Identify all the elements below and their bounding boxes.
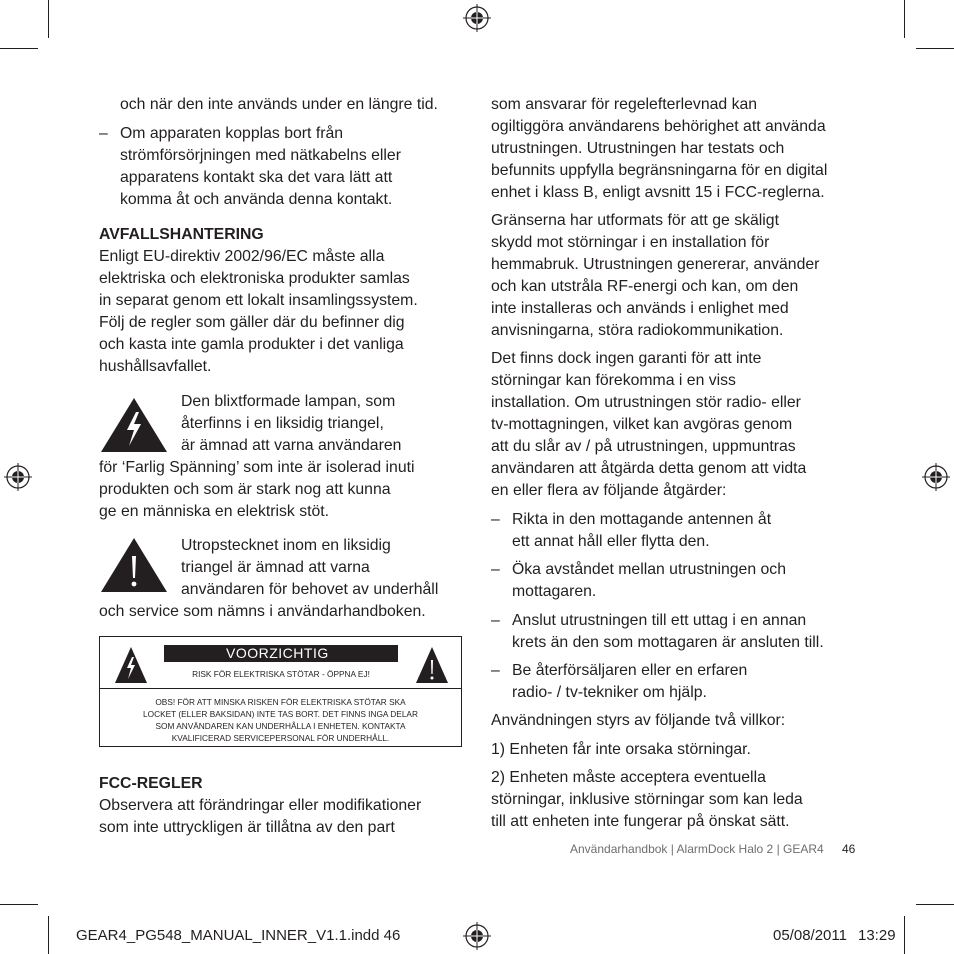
bullet-dash: – bbox=[491, 612, 500, 629]
fcc-text-line: som inte uttryckligen är tillåtna av den part bbox=[99, 819, 395, 836]
crop-mark bbox=[0, 48, 38, 49]
running-footer-text: Användarhandbok | AlarmDock Halo 2 | GEAR4 bbox=[570, 842, 824, 856]
crop-mark bbox=[48, 916, 49, 954]
paragraph-line: störningar kan förekomma i en viss bbox=[491, 372, 736, 389]
crop-mark bbox=[904, 0, 905, 38]
waste-text-line: Enligt EU-direktiv 2002/96/EC måste alla bbox=[99, 248, 385, 265]
paragraph-line: Gränserna har utformats för att ge skäligt bbox=[491, 212, 779, 229]
caution-divider bbox=[99, 688, 462, 689]
lightning-text-line: produkten och som är stark nog att kunna bbox=[99, 481, 391, 498]
slug-filename: GEAR4_PG548_MANUAL_INNER_V1.1.indd 46 bbox=[76, 927, 401, 944]
paragraph-line: en eller flera av följande åtgärder: bbox=[491, 482, 727, 499]
paragraph-line: utrustningen. Utrustningen har testats och bbox=[491, 140, 785, 157]
bullet-line: mottagaren. bbox=[512, 583, 597, 600]
bullet-dash: – bbox=[491, 662, 500, 679]
exclaim-text-line: triangel är ämnad att varna bbox=[181, 559, 370, 576]
bullet-dash: – bbox=[99, 125, 108, 142]
paragraph-line: skydd mot störningar i en installation för bbox=[491, 234, 770, 251]
crop-mark bbox=[0, 904, 38, 905]
bullet-line: apparatens kontakt ska det vara lätt att bbox=[120, 169, 393, 186]
lightning-warning-icon bbox=[99, 396, 169, 454]
continuation-line: och när den inte används under en längre tid. bbox=[120, 96, 438, 113]
paragraph-line: att du slår av / på utrustningen, uppmuntras bbox=[491, 438, 796, 455]
condition-line: till att enheten inte fungerar på önskat sätt. bbox=[491, 813, 790, 830]
lightning-warning-icon bbox=[114, 646, 148, 684]
bullet-line: krets än den som mottagaren är ansluten till. bbox=[512, 634, 824, 651]
waste-text-line: hushållsavfallet. bbox=[99, 358, 212, 375]
page-number: 46 bbox=[842, 842, 856, 856]
conditions-intro: Användningen styrs av följande två villkor: bbox=[491, 712, 786, 729]
exclaim-text-line: Utropstecknet inom en liksidig bbox=[181, 537, 391, 554]
exclaim-text-line: och service som nämns i användarhandboken. bbox=[99, 603, 426, 620]
paragraph-line: ogiltiggöra användarens behörighet att använda bbox=[491, 118, 826, 135]
fcc-text-line: Observera att förändringar eller modifikationer bbox=[99, 797, 422, 814]
paragraph-line: befunnits uppfylla begränsningarna för en digital bbox=[491, 162, 828, 179]
crop-mark bbox=[904, 916, 905, 954]
paragraph-line: hemmabruk. Utrustningen genererar, använder bbox=[491, 256, 820, 273]
slug-date: 05/08/2011 bbox=[773, 927, 847, 944]
waste-heading: AVFALLSHANTERING bbox=[99, 226, 264, 243]
caution-title: VOORZICHTIG bbox=[164, 645, 398, 662]
registration-mark-icon bbox=[463, 922, 491, 950]
registration-mark-icon bbox=[4, 463, 32, 491]
paragraph-line: och kan utstråla RF-energi och kan, om den bbox=[491, 278, 799, 295]
caution-subtitle: RISK FÖR ELEKTRISKA STÖTAR - ÖPPNA EJ! bbox=[192, 669, 370, 679]
slug-time: 13:29 bbox=[858, 927, 896, 944]
paragraph-line: enhet i klass B, enligt avsnitt 15 i FCC-reglerna. bbox=[491, 184, 825, 201]
bullet-line: ett annat håll eller flytta den. bbox=[512, 533, 710, 550]
crop-mark bbox=[916, 904, 954, 905]
bullet-dash: – bbox=[491, 511, 500, 528]
bullet-line: strömförsörjningen med nätkabelns eller bbox=[120, 147, 401, 164]
condition-line: störningar, inklusive störningar som kan leda bbox=[491, 791, 803, 808]
exclaim-text-line: användaren för behovet av underhåll bbox=[181, 581, 439, 598]
bullet-line: Be återförsäljaren eller en erfaren bbox=[512, 662, 748, 679]
bullet-line: Rikta in den mottagande antennen åt bbox=[512, 511, 772, 528]
waste-text-line: elektriska och elektroniska produkter samlas bbox=[99, 270, 410, 287]
lightning-text-line: återfinns i en liksidig triangel, bbox=[181, 415, 384, 432]
condition-line: 1) Enheten får inte orsaka störningar. bbox=[491, 741, 751, 758]
paragraph-line: installation. Om utrustningen stör radio- eller bbox=[491, 394, 801, 411]
caution-notice-line: OBS! FÖR ATT MINSKA RISKEN FÖR ELEKTRISKA STÖTAR SKA bbox=[155, 697, 406, 707]
fcc-heading: FCC-REGLER bbox=[99, 775, 203, 792]
bullet-line: radio- / tv-tekniker om hjälp. bbox=[512, 684, 707, 701]
lightning-text-line: är ämnad att varna användaren bbox=[181, 437, 402, 454]
paragraph-line: anvisningarna, störa radiokommunikation. bbox=[491, 322, 784, 339]
exclamation-warning-icon bbox=[415, 646, 449, 684]
waste-text-line: och kasta inte gamla produkter i det vanliga bbox=[99, 336, 404, 353]
paragraph-line: tv-mottagningen, vilket kan avgöras genom bbox=[491, 416, 793, 433]
registration-mark-icon bbox=[922, 463, 950, 491]
exclamation-warning-icon bbox=[99, 536, 169, 594]
waste-text-line: Följ de regler som gäller där du befinner dig bbox=[99, 314, 405, 331]
lightning-text-line: för ‘Farlig Spänning’ som inte är isolerad inuti bbox=[99, 459, 415, 476]
caution-notice-line: KVALIFICERAD SERVICEPERSONAL FÖR UNDERHÅLL. bbox=[171, 733, 390, 743]
bullet-dash: – bbox=[491, 561, 500, 578]
crop-mark bbox=[48, 0, 49, 38]
caution-notice-line: LOCKET (ELLER BAKSIDAN) INTE TAS BORT. DET FINNS INGA DELAR bbox=[143, 709, 418, 719]
crop-mark bbox=[916, 48, 954, 49]
bullet-line: komma åt och använda denna kontakt. bbox=[120, 191, 393, 208]
condition-line: 2) Enheten måste acceptera eventuella bbox=[491, 769, 766, 786]
lightning-text-line: Den blixtformade lampan, som bbox=[181, 393, 396, 410]
bullet-line: Öka avståndet mellan utrustningen och bbox=[512, 561, 786, 578]
registration-mark-icon bbox=[463, 4, 491, 32]
paragraph-line: som ansvarar för regelefterlevnad kan bbox=[491, 96, 758, 113]
waste-text-line: in separat genom ett lokalt insamlingssystem. bbox=[99, 292, 418, 309]
lightning-text-line: ge en människa en elektrisk stöt. bbox=[99, 503, 330, 520]
paragraph-line: Det finns dock ingen garanti för att inte bbox=[491, 350, 762, 367]
bullet-line: Anslut utrustningen till ett uttag i en annan bbox=[512, 612, 807, 629]
paragraph-line: användaren att åtgärda detta genom att vidta bbox=[491, 460, 807, 477]
bullet-line: Om apparaten kopplas bort från bbox=[120, 125, 344, 142]
caution-notice-line: SOM ANVÄNDAREN KAN UNDERHÅLLA I ENHETEN. KONTAKTA bbox=[155, 721, 406, 731]
paragraph-line: inte installeras och används i enlighet med bbox=[491, 300, 789, 317]
